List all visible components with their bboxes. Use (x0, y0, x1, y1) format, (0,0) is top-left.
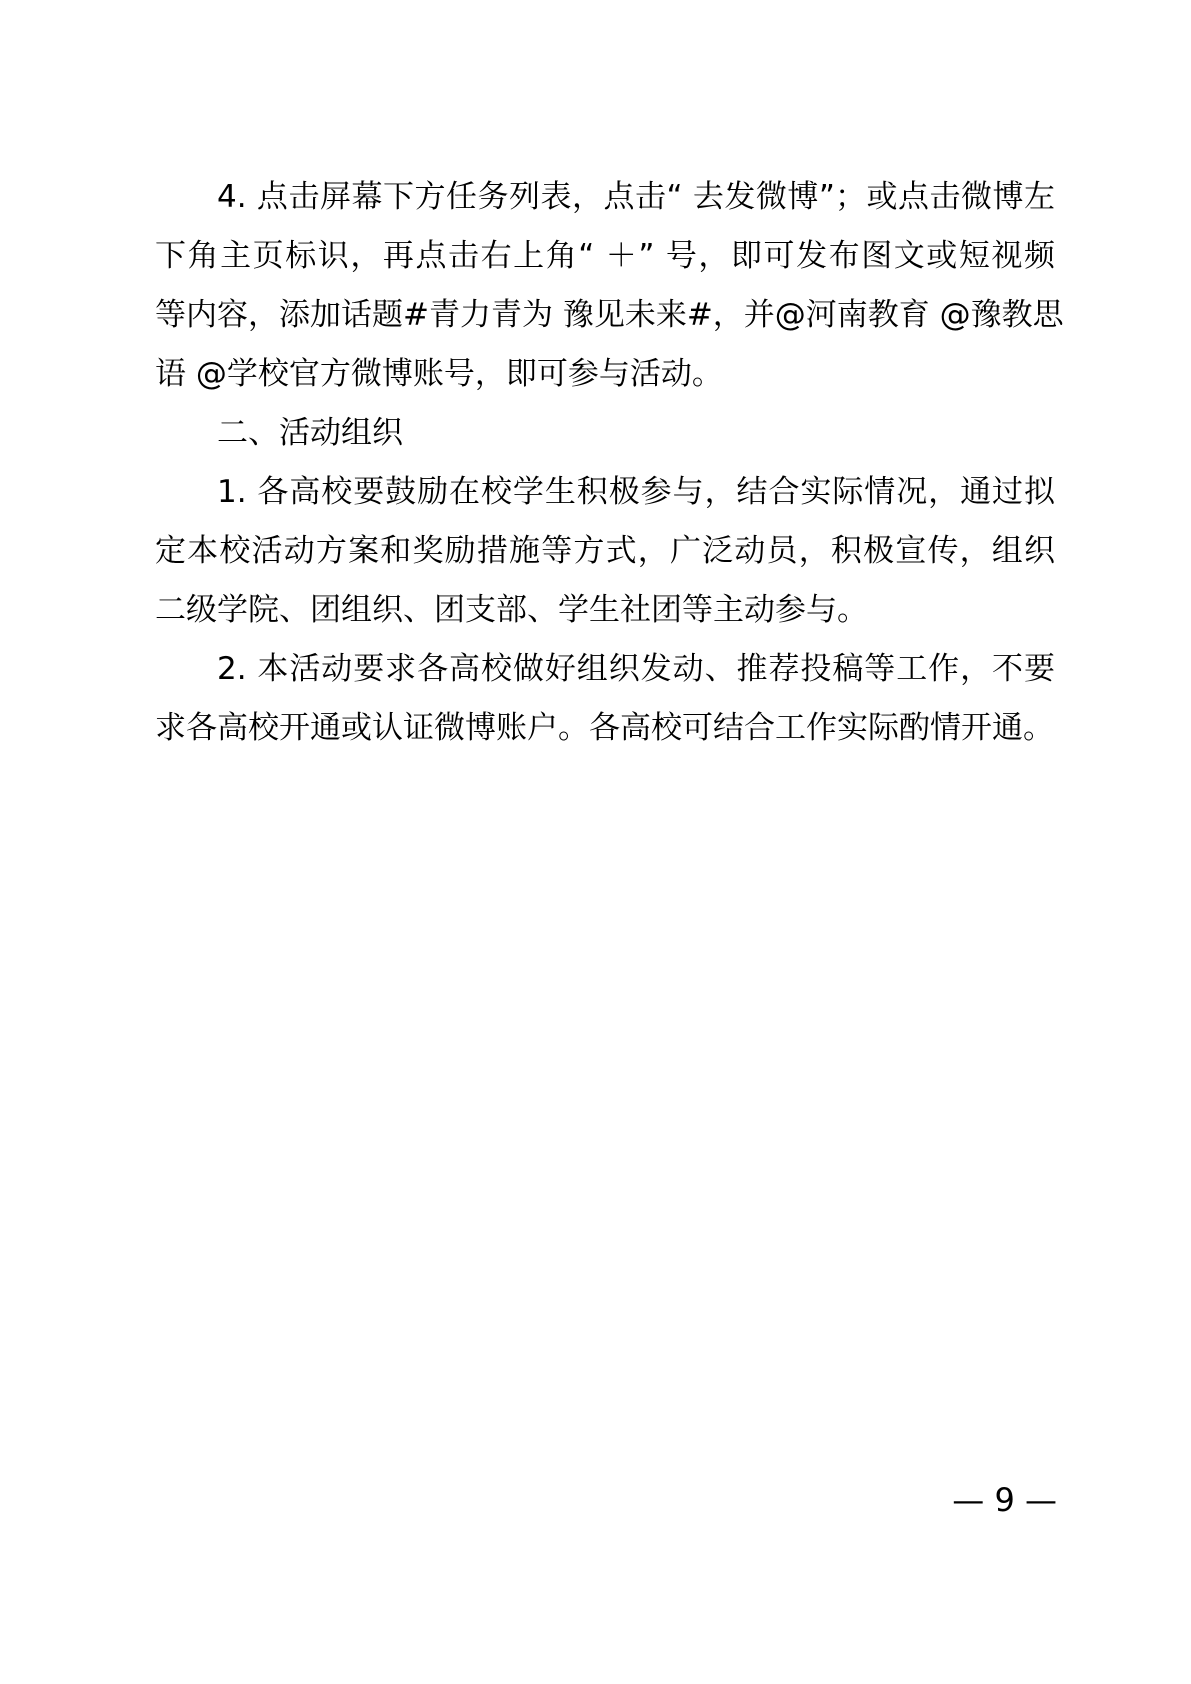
text-line: 二级学院、团组织、团支部、学生社团等主动参与。 (155, 592, 868, 628)
text-line: 1. 各高校要鼓励在校学生积极参与，结合实际情况，通过拟 (217, 474, 1055, 510)
section-heading: 二、活动组织 (217, 415, 403, 451)
text-line: 下角主页标识，再点击右上角“ ＋” 号，即可发布图文或短视频 (155, 238, 1055, 274)
text-line: 语 @学校官方微博账号，即可参与活动。 (155, 356, 723, 392)
paragraph-step-4 (155, 168, 1064, 404)
paragraph-item-2 (155, 640, 1055, 758)
text-line: 2. 本活动要求各高校做好组织发动、推荐投稿等工作，不要 (217, 651, 1055, 687)
text-line: 求各高校开通或认证微博账户。各高校可结合工作实际酌情开通。 (155, 710, 1054, 746)
text-line: 等内容，添加话题#青力青为 豫见未来#，并@河南教育 @豫教思 (155, 297, 1064, 333)
text-line: 4. 点击屏幕下方任务列表，点击“ 去发微博”；或点击微博左 (217, 179, 1055, 215)
document-body (155, 168, 1064, 758)
section-heading-activity-organization (155, 404, 1055, 463)
text-line: 定本校活动方案和奖励措施等方式，广泛动员，积极宣传，组织 (155, 533, 1055, 569)
page-number: — 9 — (952, 1481, 1057, 1519)
paragraph-item-1 (155, 463, 1055, 640)
